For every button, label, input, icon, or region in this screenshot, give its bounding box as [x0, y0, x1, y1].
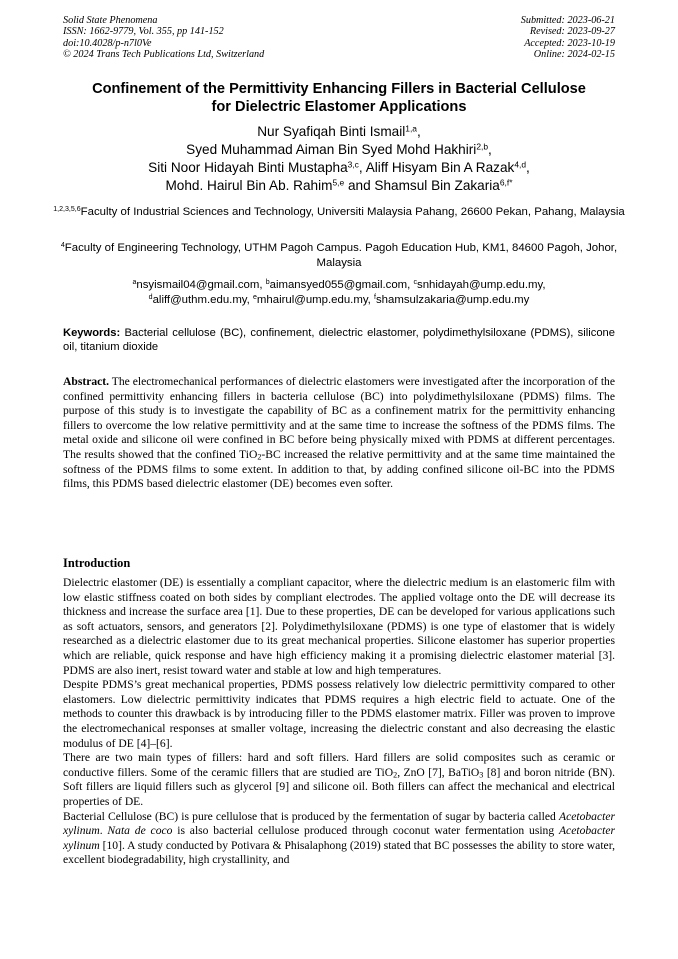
author-1-sup: 1,a: [405, 123, 417, 134]
email-line-2: [50, 293, 628, 308]
online-date: Online: 2024-02-15: [533, 49, 615, 61]
title-line-2: for Dielectric Elastomer Applications: [211, 99, 467, 115]
abstract-text-1: The electromechanical performances of dielectric elastomers were investigated after the incorporation of the confined permittivity enhancing fillers in bacteria cellulose (BC) into polydimethylsiloxane (PDMS) films. The purpose of this study is to investigate the capability of BC as a confinement matrix for the permittivity enhancing fillers to overcome the low relative permittivity and at the same time to increase the softness of the PDMS films. The metal oxide and silicone oil were confined in BC before being physically mixed with PDMS at different percentages. The results showed that the confined TiO: [63, 375, 615, 461]
text-run: There are two main types of fillers: hard and soft fillers. Hard fillers are solid composites such as ceramic or conductive fillers. Some of the ceramic fillers that are studied are TiO: [63, 751, 615, 779]
author-4: Aliff Hisyam Bin A Razak: [365, 160, 515, 175]
journal-issn: ISSN: 1662-9779, Vol. 355, pp 141-152: [63, 26, 224, 38]
author-and: and: [344, 178, 375, 193]
text-run: [8] and boron nitride (BN). Soft fillers are liquid fillers such as glycerol [9] and silicone oil. Both fillers can affect the mechanical and electrical properties of DE.: [63, 765, 615, 808]
accepted-date: Accepted: 2023-10-19: [524, 37, 615, 49]
dates-header: [521, 15, 615, 61]
author-line-4: [40, 177, 638, 195]
text-run: [10]. A study conducted by Potivara & Phisalaphong (2019) stated that BC possesses the ability to store water, excellent biodegradability, high crystallinity, and: [63, 838, 615, 867]
introduction-heading: Introduction: [63, 556, 131, 570]
author-line-2: [40, 141, 638, 159]
abstract-label: Abstract.: [63, 375, 110, 388]
author-sep: ,: [526, 160, 530, 175]
email-sup: a: [132, 279, 137, 287]
email-sup: c: [413, 279, 418, 287]
author-sep: ,: [417, 124, 421, 139]
title-line-1: Confinement of the Permittivity Enhancing Fillers in Bacterial Cellulose: [92, 81, 586, 97]
author-5: Mohd. Hairul Bin Ab. Rahim: [165, 178, 333, 193]
author-sep: ,: [358, 160, 366, 175]
author-5-sup: 5,e: [332, 177, 345, 188]
journal-name: Solid State Phenomena: [63, 15, 158, 26]
keywords-label: Keywords:: [63, 327, 121, 339]
text-run: is also bacterial cellulose produced through coconut water fermentation using: [172, 824, 559, 838]
journal-copyright: © 2024 Trans Tech Publications Ltd, Switzerland: [63, 49, 265, 61]
keywords-section: [63, 326, 615, 355]
affiliation-1-text: Faculty of Industrial Sciences and Technology, Universiti Malaysia Pahang, 26600 Pekan, Pahang, Malaysia: [80, 206, 625, 218]
paragraph: [63, 810, 615, 868]
author-1: Nur Syafiqah Binti Ismail: [257, 124, 406, 139]
paragraph: [63, 751, 615, 809]
affiliation-2-text: Faculty of Engineering Technology, UTHM Pagoh Campus. Pagoh Education Hub, KM1, 84600 Pagoh, Johor, Malaysia: [64, 242, 618, 269]
author-3: Siti Noor Hidayah Binti Mustapha: [148, 160, 348, 175]
text-run: Bacterial Cellulose (BC) is pure cellulose that is produced by the fermentation of sugar by bacteria called: [63, 809, 559, 823]
paragraph: Dielectric elastomer (DE) is essentially a compliant capacitor, where the dielectric medium is an elastomeric film with low elastic stiffness coated on both sides by compliant electrodes. The applied voltage onto the DE will decrease its thickness and increase the surface area [1]. Due to these properties, DE can be developed for various applications such as soft actuators, sensors, and generators [2]. Polydimethylsiloxane (PDMS) is one type of elastomer that is widely researched as a dielectric elastomer due to its great mechanical properties. Silicone elastomer has superior properties which are reliable, quick response and have high efficiency making it a promising dielectric elastomer material [3]. PDMS are also inert, resist toward water and stable at low and high temperatures.: [63, 576, 615, 677]
paper-title: [40, 80, 638, 116]
email-c[interactable]: snhidayah@ump.edu.my,: [417, 279, 546, 291]
journal-doi: doi:10.4028/p-n7l0Ve: [63, 37, 152, 49]
email-e[interactable]: mhairul@ump.edu.my,: [256, 294, 374, 306]
revised-date: Revised: 2023-09-27: [529, 26, 615, 38]
author-emails: [50, 278, 628, 308]
email-sup: b: [265, 279, 270, 287]
text-run: .: [99, 824, 108, 838]
affiliation-1: [50, 205, 628, 220]
author-sep: ,: [488, 142, 492, 157]
author-list: [40, 123, 638, 195]
author-6: Shamsul Bin Zakaria: [374, 178, 500, 193]
affiliation-2: [50, 241, 628, 271]
email-f[interactable]: shamsulzakaria@ump.edu.my: [375, 294, 530, 306]
submitted-date: Submitted: 2023-06-21: [520, 15, 615, 26]
author-line-1: [40, 123, 638, 141]
author-line-3: [40, 159, 638, 177]
author-6-sup: 6,f*: [499, 177, 513, 188]
affiliation-2-sup: 4: [60, 242, 65, 250]
email-b[interactable]: aimansyed055@gmail.com,: [269, 279, 414, 291]
italic-run: Nata de coco: [107, 824, 173, 838]
subscript: 2: [393, 770, 398, 780]
paragraph: Despite PDMS’s great mechanical properties, PDMS possess relatively low dielectric permittivity compared to other elastomers. Low dielectric permittivity indicates that PDMS requires a high electric field to actuate. One of the methods to counter this drawback is by introducing filler to the PDMS elastomer matrix. Filler was proven to improve the electromechanical responses at smaller voltage, increasing the dielectric constant and also decreasing the elastic modulus of DE [4]–[6].: [63, 678, 615, 750]
author-4-sup: 4,d: [514, 159, 527, 170]
email-d[interactable]: aliff@uthm.edu.my,: [152, 294, 253, 306]
subscript: 2: [257, 452, 262, 462]
email-sup: d: [148, 294, 153, 302]
introduction-body: [63, 576, 615, 868]
text-run: , ZnO [7], BaTiO: [397, 765, 480, 779]
affiliation-1-sup: 1,2,3,5,6: [53, 206, 81, 214]
abstract-text-2: -BC increased the relative permittivity and at the same time maintained the softness of the PDMS films to some extent. In addition to that, by adding confined silicone oil-BC into the PDMS films, this PDMS based dielectric elastomer (DE) becomes even softer.: [63, 447, 615, 491]
journal-header: [63, 15, 264, 61]
email-sup: e: [253, 294, 257, 302]
keywords-text: Bacterial cellulose (BC), confinement, dielectric elastomer, polydimethylsiloxane (PDMS), silicone oil, titanium dioxide: [63, 327, 615, 354]
author-3-sup: 3,c: [347, 159, 359, 170]
email-line-1: [50, 278, 628, 293]
author-2: Syed Muhammad Aiman Bin Syed Mohd Hakhiri: [186, 142, 477, 157]
italic-run: Acetobacter xylinum: [63, 824, 615, 852]
email-a[interactable]: nsyismail04@gmail.com,: [136, 279, 266, 291]
abstract-section: [63, 375, 615, 492]
subscript: 3: [479, 770, 484, 780]
author-2-sup: 2,b: [476, 141, 489, 152]
italic-run: Acetobacter xylinum: [63, 809, 615, 838]
email-sup: f: [374, 294, 376, 302]
